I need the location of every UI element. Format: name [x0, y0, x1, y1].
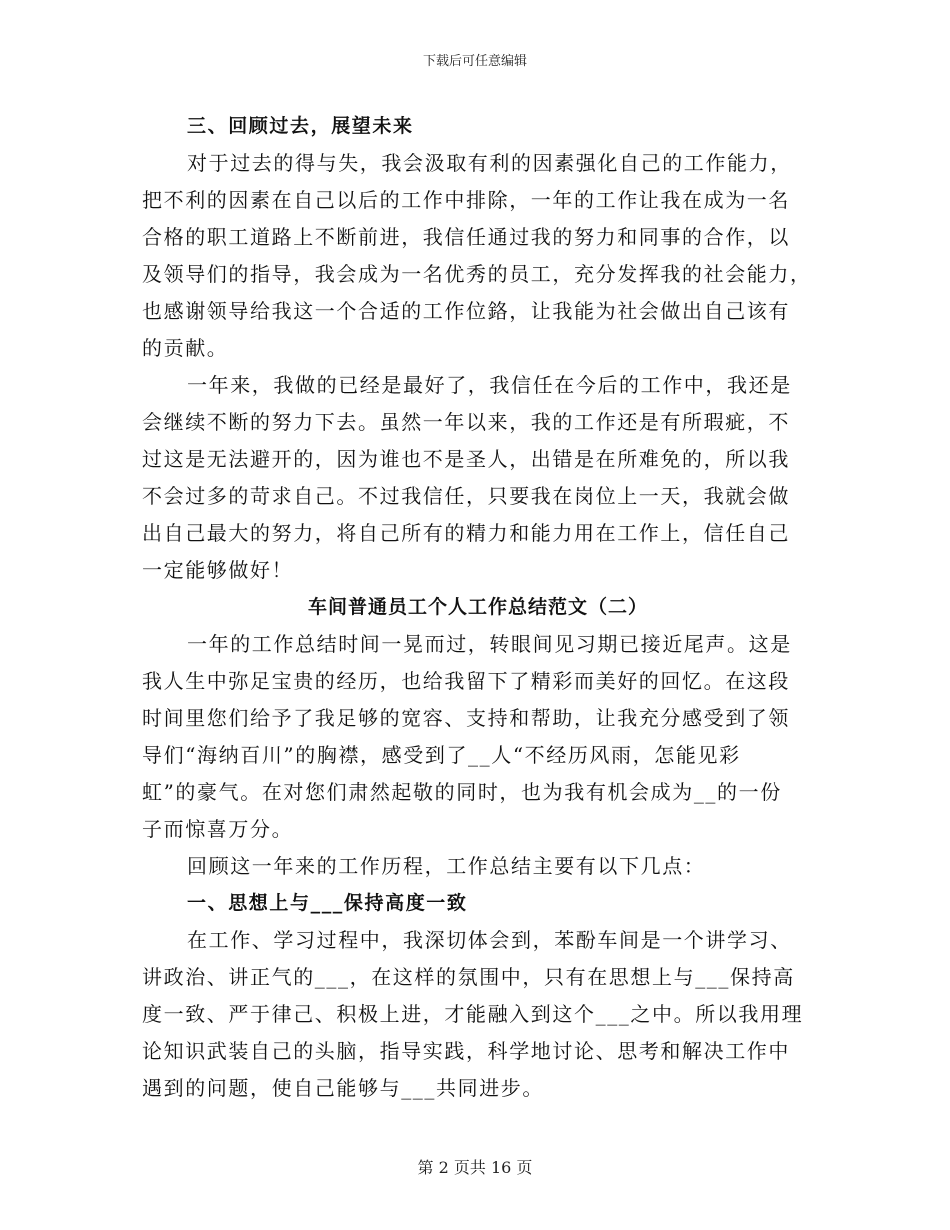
paragraph-line: 会继续不断的努力下去。虽然一年以来，我的工作还是有所瑕疵，不	[142, 410, 790, 434]
paragraph-line: 一年来，我做的已经是最好了，我信任在今后的工作中，我还是	[187, 373, 792, 397]
paragraph-line: 不会过多的苛求自己。不过我信任，只要我在岗位上一天，我就会做	[142, 484, 790, 508]
paragraph-line: 一定能够做好！	[142, 558, 294, 582]
point-heading: 一、思想上与___保持高度一致	[187, 892, 468, 914]
paragraph-line: 论知识武装自己的头脑，指导实践，科学地讨论、思考和解决工作中	[142, 1039, 790, 1063]
paragraph-line: 过这是无法避开的，因为谁也不是圣人，出错是在所难免的，所以我	[142, 447, 790, 471]
paragraph-line: 的贡献。	[142, 336, 229, 360]
paragraph-line: 导们“海纳百川”的胸襟，感受到了__人“不经历风雨，怎能见彩	[142, 743, 741, 767]
page-indicator: 第 2 页共 16 页	[417, 1158, 533, 1177]
paragraph-line: 对于过去的得与失，我会汲取有利的因素强化自己的工作能力，	[187, 151, 792, 175]
paragraph-line: 子而惊喜万分。	[142, 817, 294, 841]
paragraph-line: 把不利的因素在自己以后的工作中排除，一年的工作让我在成为一名	[142, 188, 790, 212]
article-title: 车间普通员工个人工作总结范文（二）	[307, 596, 648, 618]
paragraph-line: 合格的职工道路上不断前进，我信任通过我的努力和同事的合作，以	[142, 225, 790, 249]
paragraph-line: 讲政治、讲正气的___，在这样的氛围中，只有在思想上与___保持高	[142, 965, 795, 989]
paragraph-line: 度一致、严于律己、积极上进，才能融入到这个___之中。所以我用理	[142, 1002, 804, 1026]
paragraph-line: 也感谢领导给我这一个合适的工作位鉻，让我能为社会做出自己该有	[142, 299, 790, 323]
paragraph-line: 遇到的问题，使自己能够与___共同进步。	[142, 1076, 544, 1100]
paragraph-line: 在工作、学习过程中，我深切体会到，苯酚车间是一个讲学习、	[187, 928, 792, 952]
paragraph-line: 回顾这一年来的工作历程，工作总结主要有以下几点：	[187, 854, 706, 878]
document-body	[142, 108, 814, 1107]
paragraph-line: 一年的工作总结时间一晃而过，转眼间见习期已接近尾声。这是	[187, 632, 792, 656]
section-heading: 三、回顾过去，展望未来	[187, 115, 414, 137]
paragraph-line: 我人生中弥足宝贵的经历，也给我留下了精彩而美好的回忆。在这段	[142, 669, 790, 693]
paragraph-line: 出自己最大的努力，将自己所有的精力和能力用在工作上，信任自己	[142, 521, 790, 545]
paragraph-line: 及领导们的指导，我会成为一名优秀的员工，充分发挥我的社会能力，	[142, 262, 812, 286]
paragraph-line: 虹”的豪气。在对您们肃然起敬的同时，也为我有机会成为__的一份	[142, 780, 782, 804]
page-header-note: 下载后可任意编辑	[422, 54, 527, 69]
paragraph-line: 时间里您们给予了我足够的宽容、支持和帮助，让我充分感受到了领	[142, 706, 790, 730]
